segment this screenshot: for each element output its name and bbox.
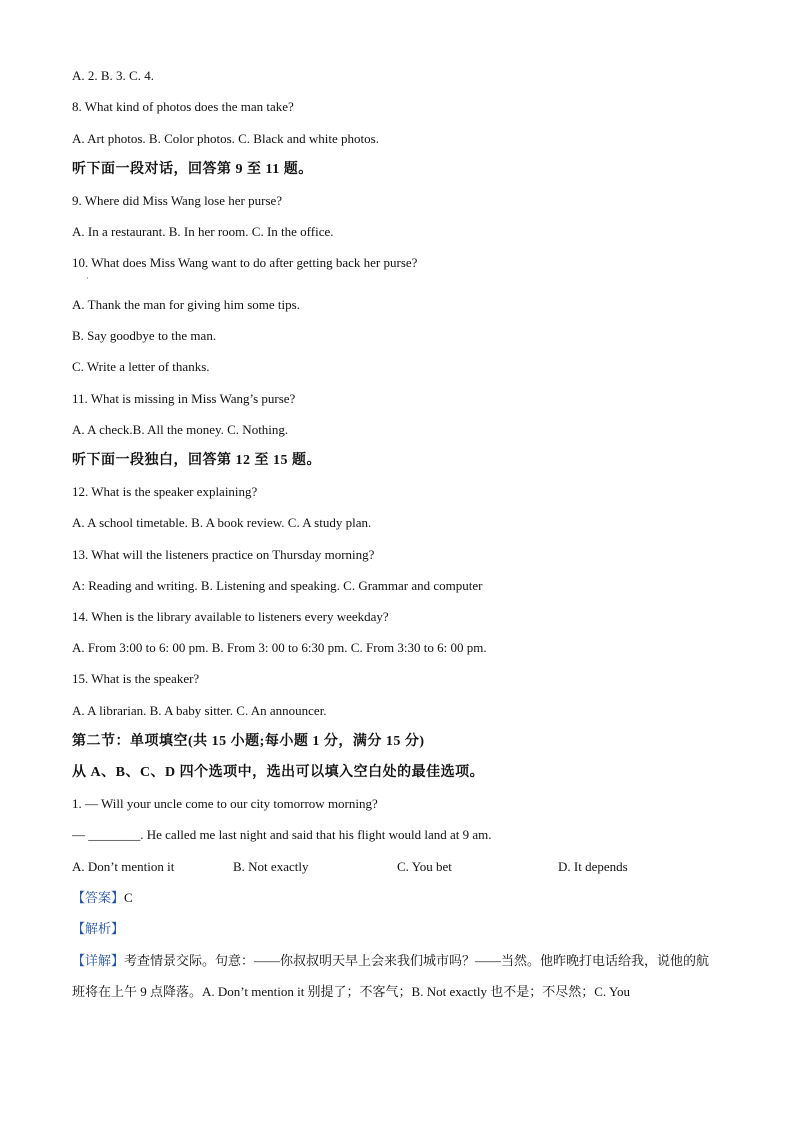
detail-text: 考查情景交际。句意：——你叔叔明天早上会来我们城市吗？——当然。他昨晚打电话给我，说他的航班将在上午 9 点降落。A. Don’t mention it 别提了；不客气；B. Not exactly 也不是；不尽然；C. You xyxy=(72,953,710,999)
q14-question: 14. When is the library available to listeners every weekday? xyxy=(72,609,389,624)
q7-options: A. 2. B. 3. C. 4. xyxy=(72,68,154,83)
mc1-question: 1. — Will your uncle come to our city tomorrow morning? xyxy=(72,796,378,811)
detail-paragraph xyxy=(72,945,722,1007)
analysis-label: 【解析】 xyxy=(72,921,125,936)
q11-question: 11. What is missing in Miss Wang’s purse? xyxy=(72,391,296,406)
q10-option-a: A. Thank the man for giving him some tips. xyxy=(72,297,300,312)
mc1-option-b: B. Not exactly xyxy=(233,859,309,874)
q9-options: A. In a restaurant. B. In her room. C. In the office. xyxy=(72,224,334,239)
q8-question: 8. What kind of photos does the man take? xyxy=(72,99,294,114)
answer-line xyxy=(72,890,133,906)
q12-question: 12. What is the speaker explaining? xyxy=(72,484,258,499)
answer-label: 【答案】 xyxy=(72,890,125,905)
decorative-dot: · xyxy=(86,274,89,283)
q14-options: A. From 3:00 to 6: 00 pm. B. From 3: 00 to 6:30 pm. C. From 3:30 to 6: 00 pm. xyxy=(72,640,487,655)
part2-heading: 第二节：单项填空(共 15 小题;每小题 1 分，满分 15 分) xyxy=(72,734,425,749)
q13-question: 13. What will the listeners practice on Thursday morning? xyxy=(72,547,375,562)
mc1-dialogue-reply: — ________. He called me last night and said that his flight would land at 9 am. xyxy=(72,827,492,842)
q15-options: A. A librarian. B. A baby sitter. C. An announcer. xyxy=(72,703,327,718)
q13-options: A: Reading and writing. B. Listening and speaking. C. Grammar and computer xyxy=(72,578,483,593)
mc1-option-d: D. It depends xyxy=(558,859,628,874)
q10-option-c: C. Write a letter of thanks. xyxy=(72,359,210,374)
q12-options: A. A school timetable. B. A book review. C. A study plan. xyxy=(72,515,372,530)
mc1-option-c: C. You bet xyxy=(397,859,452,874)
section-heading-dialogue: 听下面一段对话，回答第 9 至 11 题。 xyxy=(72,162,313,177)
q9-question: 9. Where did Miss Wang lose her purse? xyxy=(72,193,283,208)
q11-options: A. A check.B. All the money. C. Nothing. xyxy=(72,422,289,437)
answer-value: C xyxy=(124,890,133,905)
mc1-option-a: A. Don’t mention it xyxy=(72,859,175,874)
part2-instruction: 从 A、B、C、D 四个选项中，选出可以填入空白处的最佳选项。 xyxy=(72,765,485,780)
q8-options: A. Art photos. B. Color photos. C. Black and white photos. xyxy=(72,131,379,146)
q10-option-b: B. Say goodbye to the man. xyxy=(72,328,217,343)
q15-question: 15. What is the speaker? xyxy=(72,671,200,686)
q10-question: 10. What does Miss Wang want to do after getting back her purse? xyxy=(72,255,418,270)
detail-label: 【详解】 xyxy=(72,953,125,968)
section-heading-monologue: 听下面一段独白，回答第 12 至 15 题。 xyxy=(72,453,321,468)
